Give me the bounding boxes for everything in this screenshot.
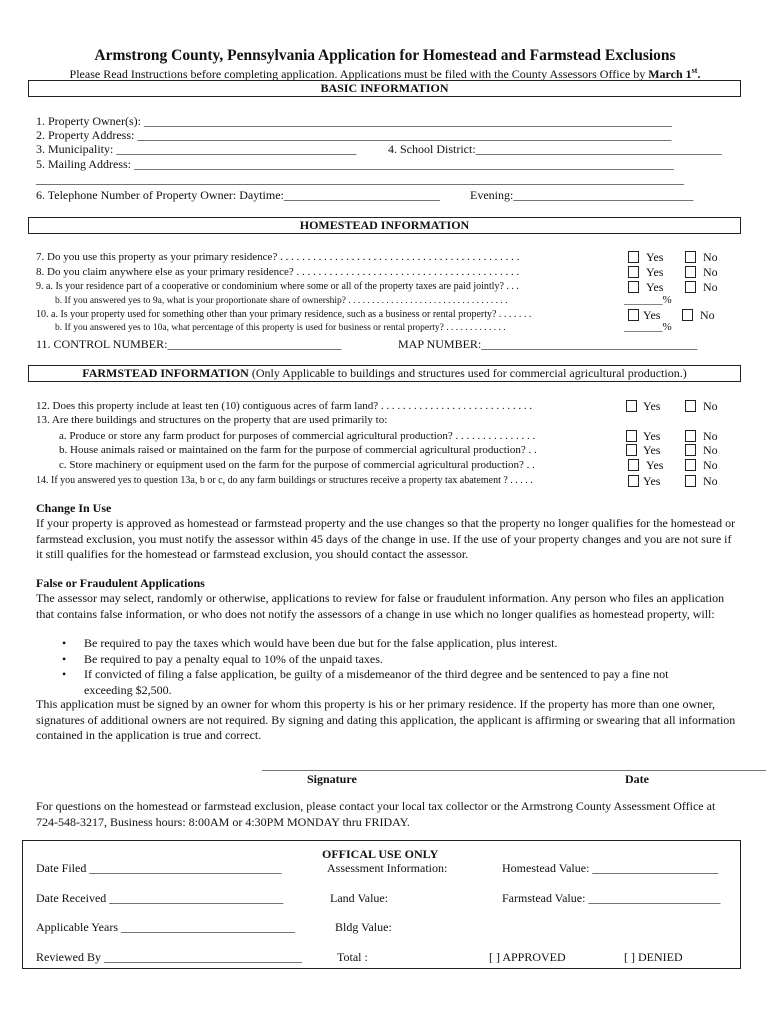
homestead-information-header: HOMESTEAD INFORMATION [28, 217, 741, 234]
q7-primary-residence: 7. Do you use this property as your primary residence? . . . . . . . . . . . . . . . . . . . . . . . . . . . . . . . . . . . . . . . . . . . . [36, 251, 520, 263]
q13b-house-animals: b. House animals raised or maintained on the farm for the purpose of commercial agricultural production? . . [59, 444, 537, 456]
assessment-information-label: Assessment Information: [327, 861, 448, 875]
q13a-yes-label: Yes [643, 429, 661, 443]
q12-no-label: No [703, 399, 718, 413]
signature-label: Signature [307, 772, 357, 786]
q10a-yes-checkbox[interactable] [628, 309, 639, 321]
q9b-share: b. If you answered yes to 9a, what is your proportionate share of ownership? . . . . . . . . . . . . . . . . . . . . . . . . . . . . . . . . . . [55, 296, 508, 306]
q9a-cooperative: 9. a. Is your residence part of a cooperative or condominium where some or all of the property taxes are paid jointly? . . . [36, 281, 519, 292]
penalty-bullet-1: Be required to pay the taxes which would have been due but for the false application, plus interest. [84, 636, 558, 650]
evening-phone-field[interactable]: Evening:______________________________ [470, 188, 694, 202]
q14-no-checkbox[interactable] [685, 475, 696, 487]
q13-buildings-intro: 13. Are there buildings and structures on the property that are used primarily to: [36, 414, 388, 426]
signing-statement: This application must be signed by an owner for whom this property is his or her primary residence. If the property has more than one owner, signatures of additional owners are not required. By signing and dating this application, the applicant is affirming or swearing that all information contained in the application is true and correct. [36, 697, 736, 743]
q10a-yes-label: Yes [643, 308, 661, 322]
signature-line[interactable]: ____________________________________________________________________________________ [262, 758, 766, 772]
q13a-no-label: No [703, 429, 718, 443]
mailing-address-field[interactable]: 5. Mailing Address: __________________________________________________________________________________________ [36, 157, 674, 171]
date-label: Date [625, 772, 649, 786]
q7-no-checkbox[interactable] [685, 251, 696, 263]
official-use-heading: OFFICAL USE ONLY [322, 847, 439, 861]
q8-claim-elsewhere: 8. Do you claim anywhere else as your primary residence? . . . . . . . . . . . . . . . . . . . . . . . . . . . . . . . . . . . . . . . . . [36, 266, 520, 278]
control-number-field[interactable]: 11. CONTROL NUMBER:_____________________________ [36, 337, 342, 351]
q14-yes-label: Yes [643, 474, 661, 488]
q13b-yes-checkbox[interactable] [626, 444, 637, 456]
q9b-share-blank[interactable]: _______% [624, 294, 672, 306]
q7-yes-checkbox[interactable] [628, 251, 639, 263]
q7-yes-label: Yes [646, 250, 664, 264]
false-applications-heading: False or Fraudulent Applications [36, 576, 205, 590]
penalty-bullet-3: If convicted of filing a false application, be guilty of a misdemeanor of the third degree and be sentenced to pay a fine not exceeding $2,500. [84, 667, 669, 697]
change-in-use-heading: Change In Use [36, 501, 112, 515]
q12-no-checkbox[interactable] [685, 400, 696, 412]
q14-yes-checkbox[interactable] [628, 475, 639, 487]
q13a-no-checkbox[interactable] [685, 430, 696, 442]
q13c-no-checkbox[interactable] [685, 459, 696, 471]
date-received-field[interactable]: Date Received _____________________________ [36, 891, 284, 905]
contact-info: For questions on the homestead or farmstead exclusion, please contact your local tax collector or the Armstrong County Assessment Office at 724-548-3217, Business hours: 8:00AM or 4:30PM MONDAY thru FRIDAY. [36, 799, 716, 829]
q10a-no-checkbox[interactable] [682, 309, 693, 321]
form-subtitle: Please Read Instructions before completing application. Applications must be filed with the County Assessors Office by March 1st. [69, 66, 701, 81]
mailing-address-line-2[interactable]: ____________________________________________________________________________________________________________ [36, 172, 684, 186]
q7-no-label: No [703, 250, 718, 264]
reviewed-by-field[interactable]: Reviewed By _________________________________ [36, 950, 302, 964]
q14-tax-abatement: 14. If you answered yes to question 13a, b or c, do any farm buildings or structures receive a property tax abatement ? . . . . . [36, 475, 533, 486]
q13b-no-label: No [703, 443, 718, 457]
q13c-yes-label: Yes [646, 458, 664, 472]
farmstead-value-field[interactable]: Farmstead Value: ______________________ [502, 891, 721, 905]
q13a-farm-product: a. Produce or store any farm product for purposes of commercial agricultural production? . . . . . . . . . . . . . . . [59, 430, 536, 442]
bullet-icon: • [62, 667, 67, 681]
q12-contiguous-acres: 12. Does this property include at least ten (10) contiguous acres of farm land? . . . . . . . . . . . . . . . . . . . . . . . . . . . . [36, 400, 533, 412]
q12-yes-checkbox[interactable] [626, 400, 637, 412]
q9a-yes-label: Yes [646, 280, 664, 294]
q8-no-label: No [703, 265, 718, 279]
q9a-yes-checkbox[interactable] [628, 281, 639, 293]
daytime-phone-field[interactable]: 6. Telephone Number of Property Owner: Daytime:__________________________ [36, 188, 440, 202]
property-owner-field[interactable]: 1. Property Owner(s): ________________________________________________________________________________________ [36, 114, 672, 128]
basic-information-header: BASIC INFORMATION [28, 80, 741, 97]
map-number-field[interactable]: MAP NUMBER:____________________________________ [398, 337, 698, 351]
q14-no-label: No [703, 474, 718, 488]
q10a-no-label: No [700, 308, 715, 322]
school-district-field[interactable]: 4. School District:_________________________________________ [388, 142, 722, 156]
false-applications-text: The assessor may select, randomly or otherwise, applications to review for false or fraudulent information. Any person who files an application that contains false information, or who does not notify the assessors of a change in use which no longer qualifies as homestead property, will: [36, 591, 725, 621]
q8-yes-label: Yes [646, 265, 664, 279]
property-address-field[interactable]: 2. Property Address: _________________________________________________________________________________________ [36, 128, 672, 142]
q13b-yes-label: Yes [643, 443, 661, 457]
bullet-icon: • [62, 636, 67, 650]
farmstead-information-header: FARMSTEAD INFORMATION (Only Applicable to buildings and structures used for commercial agricultural production.) [28, 365, 741, 382]
q9a-no-checkbox[interactable] [685, 281, 696, 293]
q13c-yes-checkbox[interactable] [628, 459, 639, 471]
q10b-percentage: b. If you answered yes to 10a, what percentage of this property is used for business or rental property? . . . . . . . . . . . . . [55, 323, 506, 333]
denied-checkbox[interactable]: [ ] DENIED [624, 950, 683, 964]
q10b-percentage-blank[interactable]: _______% [624, 321, 672, 333]
q8-no-checkbox[interactable] [685, 266, 696, 278]
change-in-use-text: If your property is approved as homestead or farmstead property and the use changes so that the property no longer qualifies for the homestead or farmstead exclusion, you must notify the assessor within 45 days of the change in use. If the use of your property changes and you are not sure if it still qualifies for the homestead or farmstead exclusion, you should contact the assessor. [36, 516, 736, 562]
bldg-value-label: Bldg Value: [335, 920, 392, 934]
date-filed-field[interactable]: Date Filed ________________________________ [36, 861, 282, 875]
q10a-other-use: 10. a. Is your property used for something other than your primary residence, such as a business or rental property? . . . . . . . [36, 309, 532, 320]
q13b-no-checkbox[interactable] [685, 444, 696, 456]
q13c-store-machinery: c. Store machinery or equipment used on the farm for the purpose of commercial agricultural production? . . [59, 459, 535, 471]
q13a-yes-checkbox[interactable] [626, 430, 637, 442]
form-title: Armstrong County, Pennsylvania Application for Homestead and Farmstead Exclusions [94, 47, 676, 64]
homestead-value-field[interactable]: Homestead Value: _____________________ [502, 861, 719, 875]
q13c-no-label: No [703, 458, 718, 472]
municipality-field[interactable]: 3. Municipality: ________________________________________ [36, 142, 357, 156]
total-label: Total : [337, 950, 368, 964]
penalty-bullet-2: Be required to pay a penalty equal to 10% of the unpaid taxes. [84, 652, 383, 666]
q8-yes-checkbox[interactable] [628, 266, 639, 278]
approved-checkbox[interactable]: [ ] APPROVED [489, 950, 566, 964]
applicable-years-field[interactable]: Applicable Years _____________________________ [36, 920, 295, 934]
land-value-label: Land Value: [330, 891, 389, 905]
bullet-icon: • [62, 652, 67, 666]
q9a-no-label: No [703, 280, 718, 294]
q12-yes-label: Yes [643, 399, 661, 413]
